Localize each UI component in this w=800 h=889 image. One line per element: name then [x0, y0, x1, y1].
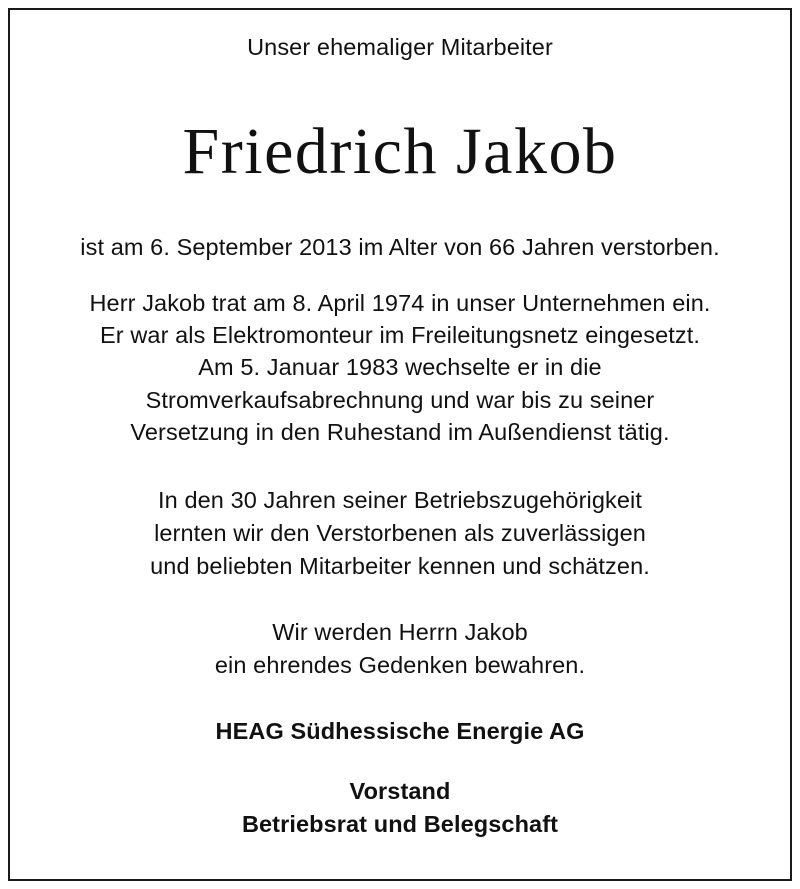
death-statement: ist am 6. September 2013 im Alter von 66 Jahren verstorben.: [80, 234, 720, 260]
tribute-line: lernten wir den Verstorbenen als zuverlässigen: [154, 520, 646, 546]
obituary-notice: [8, 8, 792, 881]
career-line: Versetzung in den Ruhestand im Außendienst tätig.: [130, 419, 670, 445]
board-signature: Vorstand: [349, 778, 451, 804]
career-line: Am 5. Januar 1983 wechselte er in die: [198, 354, 602, 380]
memory-line: Wir werden Herrn Jakob: [272, 619, 528, 645]
company-name: HEAG Südhessische Energie AG: [215, 718, 585, 744]
intro-text: Unser ehemaliger Mitarbeiter: [247, 34, 553, 60]
career-line: Stromverkaufsabrechnung und war bis zu seiner: [145, 387, 655, 413]
career-line: Herr Jakob trat am 8. April 1974 in unser Unternehmen ein.: [89, 290, 711, 316]
tribute-line: In den 30 Jahren seiner Betriebszugehörigkeit: [158, 487, 642, 513]
council-signature: Betriebsrat und Belegschaft: [241, 811, 559, 837]
tribute-line: und beliebten Mitarbeiter kennen und schätzen.: [150, 553, 650, 579]
deceased-name: Friedrich Jakob: [182, 115, 618, 188]
career-line: Er war als Elektromonteur im Freileitungsnetz eingesetzt.: [100, 322, 700, 348]
memory-line: ein ehrendes Gedenken bewahren.: [214, 652, 586, 678]
